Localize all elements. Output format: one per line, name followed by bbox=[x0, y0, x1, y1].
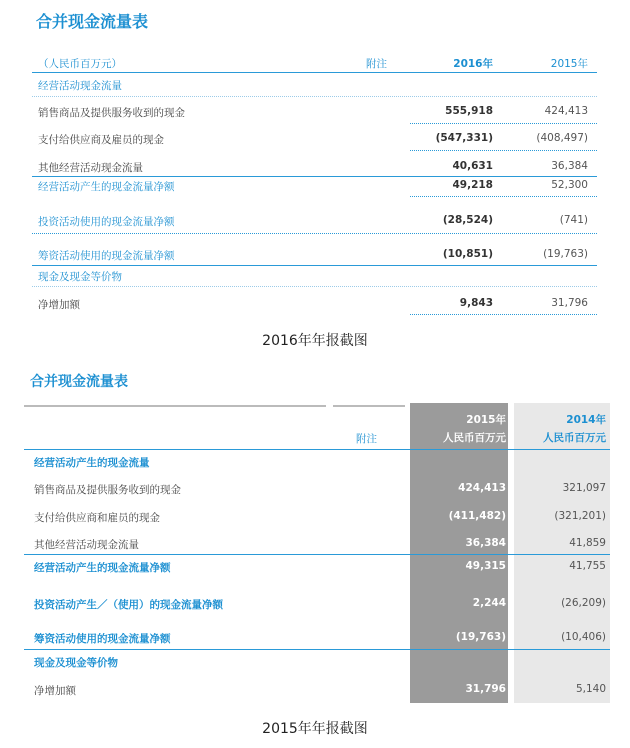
table2015-unit-a: 人民币百万元 bbox=[443, 432, 506, 444]
table2016-year-b: 2015年 bbox=[550, 58, 588, 70]
table2016-value-2016: 40,631 bbox=[452, 160, 493, 172]
table2016-value-2016: (28,524) bbox=[442, 214, 493, 226]
table2015-year-a: 2015年 bbox=[466, 414, 506, 426]
table2015-value-2014: 321,097 bbox=[562, 482, 606, 494]
table2015-row-label: 投资活动产生／（使用）的现金流量净额 bbox=[34, 599, 223, 611]
table2015-value-2014: (26,209) bbox=[561, 597, 606, 609]
table2015-value-2014: 41,755 bbox=[569, 560, 606, 572]
table2016-row-label: 现金及现金等价物 bbox=[38, 271, 122, 283]
table2016-value-2015: (408,497) bbox=[536, 132, 588, 144]
table2015-value-2015: 2,244 bbox=[472, 597, 506, 609]
table2016-value-2015: 52,300 bbox=[551, 179, 588, 191]
table2016-value-2015: 424,413 bbox=[544, 105, 588, 117]
table2016-row-label: 经营活动产生的现金流量净额 bbox=[38, 181, 175, 193]
table2016-value-2016: (547,331) bbox=[435, 132, 493, 144]
table2016-row-label: 投资活动使用的现金流量净额 bbox=[38, 216, 175, 228]
table2015-value-2015: 424,413 bbox=[458, 482, 506, 494]
table2016-title: 合并现金流量表 bbox=[36, 12, 149, 31]
table2015-row-label: 经营活动产生的现金流量 bbox=[34, 457, 150, 469]
table2016-value-2015: (741) bbox=[559, 214, 588, 226]
table2015-value-2015: 31,796 bbox=[465, 683, 506, 695]
table2015-row-label: 其他经营活动现金流量 bbox=[34, 539, 139, 551]
table2016-row-label: 净增加额 bbox=[38, 299, 80, 311]
table2015-row-label: 支付给供应商和雇员的现金 bbox=[34, 512, 160, 524]
column-2015-shade bbox=[410, 403, 508, 703]
table2016-row-rule bbox=[32, 286, 597, 287]
table2016-row-rule bbox=[410, 196, 597, 197]
table2015-value-2015: (411,482) bbox=[448, 510, 506, 522]
table2015-row-label: 净增加额 bbox=[34, 685, 76, 697]
table2015-year-b: 2014年 bbox=[566, 414, 606, 426]
table2016-row-label: 销售商品及提供服务收到的现金 bbox=[38, 107, 185, 119]
caption-2015: 2015年年报截图 bbox=[262, 721, 368, 737]
table2015-value-2015: (19,763) bbox=[455, 631, 506, 643]
table2016-note-header: 附注 bbox=[366, 58, 387, 70]
table2016-value-2016: 49,218 bbox=[452, 179, 493, 191]
table2016-value-2015: 31,796 bbox=[551, 297, 588, 309]
table2016-row-rule bbox=[32, 96, 597, 97]
table2015-value-2015: 36,384 bbox=[465, 537, 506, 549]
table2016-row-rule bbox=[410, 314, 597, 315]
table2015-note-header: 附注 bbox=[356, 433, 377, 445]
table2015-row-label: 筹资活动使用的现金流量净额 bbox=[34, 633, 171, 645]
table2016-year-a: 2016年 bbox=[453, 58, 493, 70]
column-2014-shade bbox=[514, 403, 610, 703]
table2015-value-2015: 49,315 bbox=[465, 560, 506, 572]
table2016-row-rule bbox=[410, 150, 597, 151]
table2015-row-label: 现金及现金等价物 bbox=[34, 657, 118, 669]
table2015-top-rule-note bbox=[333, 405, 405, 407]
caption-2016: 2016年年报截图 bbox=[262, 333, 368, 349]
table2016-row-label: 经营活动现金流量 bbox=[38, 80, 122, 92]
table2016-unit: （人民币百万元） bbox=[38, 58, 122, 70]
table2016-row-label: 支付给供应商及雇员的现金 bbox=[38, 134, 164, 146]
table2016-value-2015: (19,763) bbox=[543, 248, 588, 260]
table2016-header-rule bbox=[32, 72, 597, 73]
table2015-value-2014: (321,201) bbox=[554, 510, 606, 522]
table2016-row-label: 其他经营活动现金流量 bbox=[38, 162, 143, 174]
table2016-value-2016: (10,851) bbox=[442, 248, 493, 260]
table2015-value-2014: 5,140 bbox=[575, 683, 606, 695]
table2016-row-rule bbox=[32, 233, 597, 234]
table2016-row-rule bbox=[32, 265, 597, 266]
table2015-title: 合并现金流量表 bbox=[30, 374, 128, 390]
table2015-unit-b: 人民币百万元 bbox=[543, 432, 606, 444]
table2015-row-rule bbox=[24, 554, 610, 555]
table2016-row-rule bbox=[410, 123, 597, 124]
table2015-value-2014: 41,859 bbox=[569, 537, 606, 549]
table2015-value-2014: (10,406) bbox=[561, 631, 606, 643]
table2016-value-2016: 555,918 bbox=[445, 105, 493, 117]
table2016-value-2016: 9,843 bbox=[459, 297, 493, 309]
table2015-row-label: 经营活动产生的现金流量净额 bbox=[34, 562, 171, 574]
table2015-row-label: 销售商品及提供服务收到的现金 bbox=[34, 484, 181, 496]
table2016-value-2015: 36,384 bbox=[551, 160, 588, 172]
table2015-header-rule bbox=[24, 449, 610, 450]
table2016-row-label: 筹资活动使用的现金流量净额 bbox=[38, 250, 175, 262]
table2015-row-rule bbox=[24, 649, 610, 650]
table2015-top-rule-left bbox=[24, 405, 326, 407]
table2016-row-rule bbox=[32, 176, 597, 177]
